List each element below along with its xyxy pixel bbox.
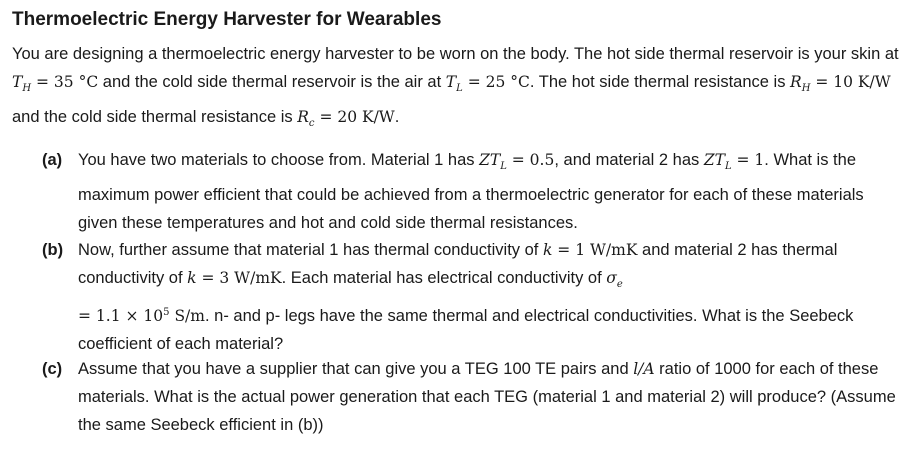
question-a-label: (a) — [42, 151, 63, 169]
hot-temperature-value: = 35 °C — [31, 73, 99, 91]
cold-resistance-symbol: $R_c$ — [297, 108, 315, 130]
document-title: Thermoelectric Energy Harvester for Wearables — [12, 9, 442, 30]
hot-temperature-symbol: $T_H$ — [12, 73, 32, 95]
zt-symbol-2: $ZT_L$ — [703, 151, 732, 173]
length-area-ratio: l/A — [633, 360, 655, 378]
question-b-label: (b) — [42, 241, 64, 259]
problem-statement: You are designing a thermoelectric energy harvester to be worn on the body. The hot side thermal reservoir is your skin at $T_H = 35$ °C and the cold side thermal reservoir is the air at $T_L = 25$ °C. The hot side thermal resistance is $R_H = 10$ K/W and the cold side thermal resistance is $R_c = 20$ K/W. — [12, 45, 899, 130]
zt-symbol-1: $ZT_L$ — [479, 151, 507, 173]
question-c-text: Assume that you have a supplier that can give you a TEG 100 TE pairs and l/A ratio of 1000 for each of these materials. What is the actual power generation that each TEG (material 1 and material 2) will produce? (Assume the same Seebeck efficient in (b)) — [78, 360, 896, 434]
question-c-label: (c) — [42, 360, 63, 378]
cold-temperature-symbol: $T_L$ — [445, 73, 463, 95]
hot-resistance-value: = 10 K/W — [810, 73, 891, 91]
question-b — [42, 236, 902, 358]
conductivity-value: = $1.1 \times 10^5$ S/m — [78, 307, 205, 326]
cold-temperature-value: = 25 °C — [462, 73, 530, 91]
question-a-text: You have two materials to choose from. Material 1 has $ZT_L = 0.5$, and material 2 has $ZT_L = 1$. What is the maximum power efficient that could be achieved from a thermoelectric generator for each of these materials given these temperatures and hot and cold side thermal resistances. — [78, 151, 864, 233]
question-c — [42, 355, 902, 439]
cold-resistance-value: = 20 K/W — [314, 108, 395, 127]
question-a — [42, 146, 902, 237]
hot-resistance-symbol: $R_H$ — [790, 73, 811, 95]
sigma-symbol: $\sigma_e$ — [606, 269, 623, 291]
question-b-text: Now, further assume that material 1 has thermal conductivity of k = 1 W/mK and material 2 has thermal conductivity of k = 3 W/mK. Each material has electrical conductivity of $\sigma_e$ = $1.1 \times 10^5$ S/m. n- and p- legs have the same thermal and electrical conductivities. What is the Seebeck coefficient of each material? — [78, 241, 854, 354]
